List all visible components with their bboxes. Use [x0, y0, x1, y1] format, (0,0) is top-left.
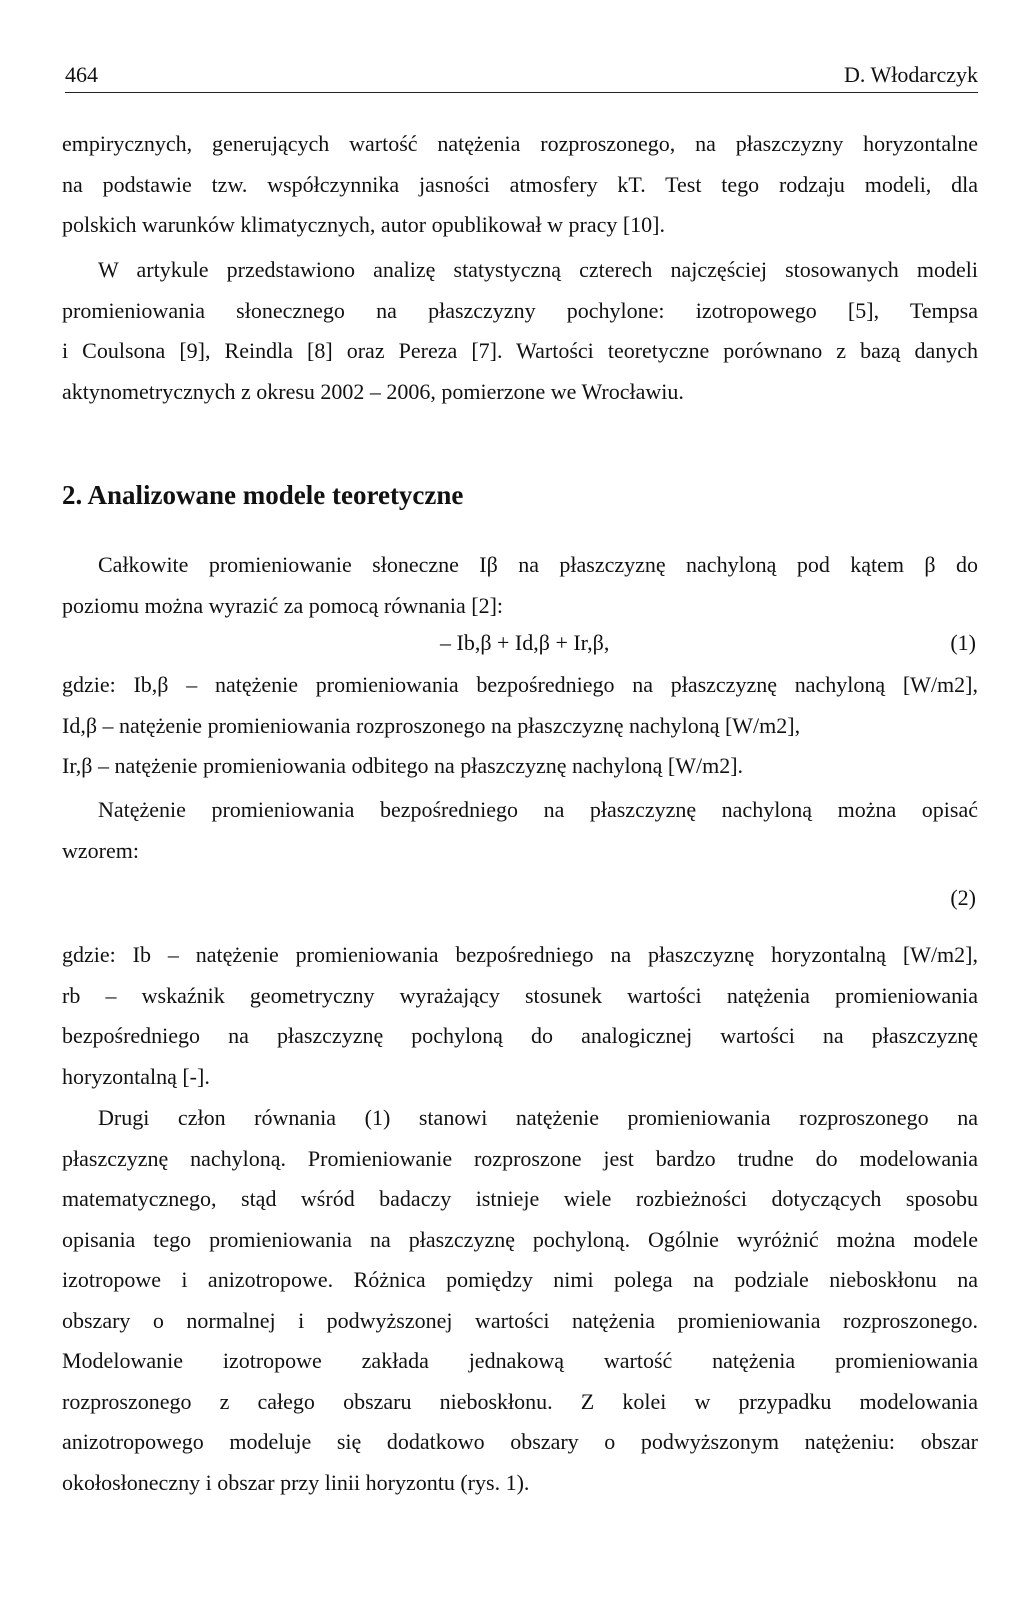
text-line: Ir,β – natężenie promieniowania odbitego na płaszczyznę nachyloną [W/m2]. — [62, 753, 744, 778]
text-line: rb – wskaźnik geometryczny wyrażający stosunek wartości natężenia promieniowania — [62, 982, 978, 1008]
text-line: opisania tego promieniowania na płaszczyznę pochyloną. Ogólnie wyróżnić można modele — [62, 1226, 978, 1252]
intro-paragraph — [62, 124, 978, 246]
text-line: rozproszonego z całego obszaru nieboskłonu. Z kolei w przypadku modelowania — [62, 1388, 978, 1414]
text-line: izotropowe i anizotropowe. Różnica pomiędzy nimi polega na podziale nieboskłonu na — [62, 1267, 978, 1292]
text-line: anizotropowego modeluje się dodatkowo obszary o podwyższonym natężeniu: obszar — [62, 1429, 978, 1454]
equation-1-number: (1) — [950, 630, 976, 655]
equation-1: – Ib,β + Id,β + Ir,β, — [440, 630, 610, 655]
text-line: Drugi człon równania (1) stanowi natężenie promieniowania rozproszonego na — [98, 1105, 978, 1130]
text-line: Natężenie promieniowania bezpośredniego na płaszczyznę nachyloną można opisać — [98, 797, 978, 822]
text-line: Całkowite promieniowanie słoneczne Iβ na płaszczyznę nachyloną pod kątem β do — [98, 552, 978, 577]
text-line: obszary o normalnej i podwyższonej wartości natężenia promieniowania rozproszonego. — [62, 1307, 978, 1333]
text-line: Id,β – natężenie promieniowania rozproszonego na płaszczyznę nachyloną [W/m2], — [62, 712, 801, 738]
paragraph-direct-radiation — [62, 790, 978, 871]
text-line: W artykule przedstawiono analizę statystyczną czterech najczęściej stosowanych modeli — [98, 257, 978, 282]
text-line: na podstawie tzw. współczynnika jasności atmosfery kT. Test tego rodzaju modeli, dla — [62, 171, 978, 197]
section-heading: 2. Analizowane modele teoretyczne — [62, 480, 464, 510]
definitions-equation-2 — [62, 935, 978, 1097]
page-number: 464 — [65, 62, 98, 87]
text-line: empirycznych, generujących wartość natężenia rozproszonego, na płaszczyzny horyzontalne — [62, 131, 978, 156]
running-header — [65, 60, 978, 93]
text-line: aktynometrycznych z okresu 2002 – 2006, pomierzone we Wrocławiu. — [62, 378, 684, 404]
text-line: Modelowanie izotropowe zakłada jednakową wartość natężenia promieniowania — [62, 1348, 978, 1373]
definitions-equation-1 — [62, 665, 978, 787]
text-line: płaszczyznę nachyloną. Promieniowanie rozproszone jest bardzo trudne do modelowania — [62, 1145, 978, 1171]
paragraph-total-radiation — [62, 545, 978, 626]
paragraph-diffuse-radiation — [62, 1098, 978, 1503]
text-line: bezpośredniego na płaszczyznę pochyloną do analogicznej wartości na płaszczyznę — [62, 1023, 978, 1048]
text-line: gdzie: Ib,β – natężenie promieniowania bezpośredniego na płaszczyznę nachyloną [W/m2], — [62, 672, 978, 697]
paragraph-scope — [62, 250, 978, 412]
author-name: D. Włodarczyk — [844, 62, 978, 87]
text-line: gdzie: Ib – natężenie promieniowania bezpośredniego na płaszczyznę horyzontalną [W/m2], — [62, 942, 978, 967]
text-line: horyzontalną [-]. — [62, 1063, 210, 1089]
text-line: okołosłoneczny i obszar przy linii horyzontu (rys. 1). — [62, 1469, 530, 1495]
text-line: i Coulsona [9], Reindla [8] oraz Pereza [7]. Wartości teoretyczne porównano z bazą danych — [62, 338, 978, 363]
text-line: matematycznego, stąd wśród badaczy istnieje wiele rozbieżności dotyczących sposobu — [62, 1186, 978, 1211]
text-line: wzorem: — [62, 837, 139, 863]
equation-2-number: (2) — [950, 885, 976, 910]
text-line: poziomu można wyrazić za pomocą równania [2]: — [62, 592, 504, 618]
text-line: promieniowania słonecznego na płaszczyzny pochylone: izotropowego [5], Tempsa — [62, 297, 978, 323]
text-line: polskich warunków klimatycznych, autor opublikował w pracy [10]. — [62, 212, 666, 237]
